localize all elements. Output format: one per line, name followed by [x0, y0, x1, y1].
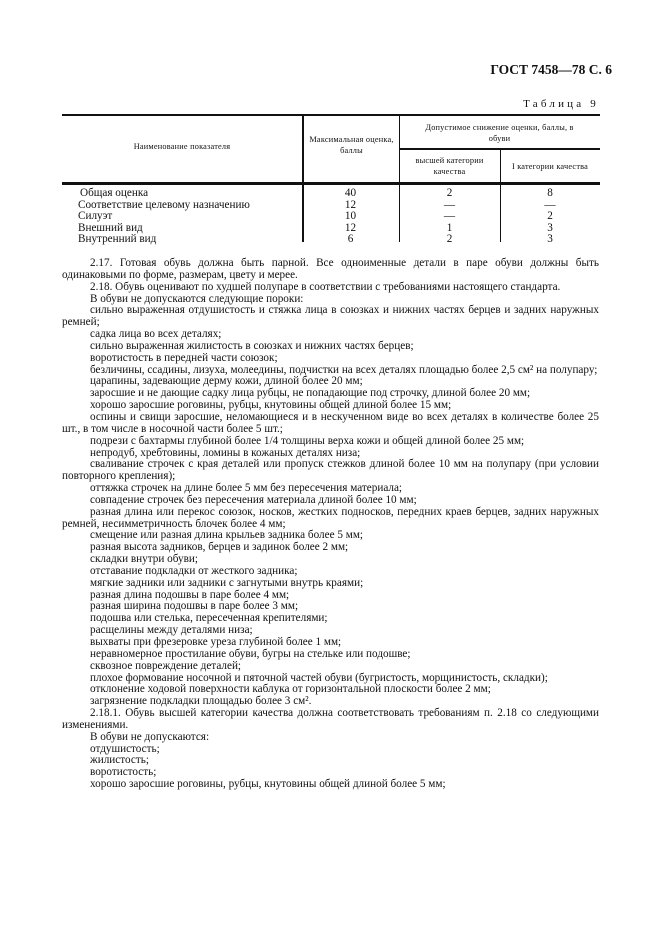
row-max: 40	[344, 187, 357, 199]
row-highest: 2	[446, 187, 453, 199]
table-row	[62, 188, 600, 200]
paragraph: В обуви не допускаются:	[90, 730, 210, 743]
row-max: 10	[344, 210, 357, 222]
table-row	[62, 200, 600, 212]
defect-item: разная ширина подошвы в паре более 3 мм;	[90, 600, 299, 613]
defect-item: сильно выраженная отдушистость и стяжка лица в союзках и нижних частях берцев и задних наружных ремней;	[62, 304, 599, 329]
row-max: 12	[344, 221, 357, 234]
header-first-category: I категории качества	[511, 162, 589, 171]
defect-item: подрези с бахтармы глубиной более 1/4 толщины верха кожи и общей длиной более 25 мм;	[90, 434, 525, 447]
defect-item: разная высота задников, берцев и задинок более 2 мм;	[90, 541, 349, 554]
document-body	[62, 258, 599, 791]
defect-item: неравномерное простилание обуви, бугры на стельке или подошве;	[90, 647, 411, 660]
row-first: 3	[547, 221, 553, 234]
defect-item: плохое формование носочной и пяточной частей обуви (бугристость, морщинистость, складки);	[90, 671, 548, 684]
table-top-border	[62, 114, 600, 116]
row-name: Силуэт	[78, 210, 113, 222]
defect-item: заросшие и не дающие садку лица рубцы, не попадающие под строчку, длиной более 20 мм;	[90, 387, 531, 400]
defect-item: расщелины между деталями низа;	[90, 624, 253, 637]
defect-item: хорошо заросшие роговины, рубцы, кнутовины общей длиной более 5 мм;	[90, 778, 446, 791]
header-max-score: Максимальная оценка, баллы	[309, 135, 394, 155]
defect-item: хорошо заросшие роговины, рубцы, кнутовины общей длиной более 15 мм;	[90, 399, 452, 412]
row-highest: 2	[446, 233, 453, 245]
defect-item: оттяжка строчек на длине более 5 мм без пересечения материала;	[90, 482, 403, 495]
defect-item: непродуб, хребтовины, ломины в кожаных деталях низа;	[90, 446, 361, 459]
defect-item: отдушистость;	[90, 742, 160, 755]
row-first: 2	[547, 210, 553, 222]
row-first: 8	[547, 187, 553, 199]
defect-item: сваливание строчек с края деталей или пропуск стежков длиной более 10 мм на полупару (при условии повторного крепления);	[62, 458, 599, 483]
defect-item: смещение или разная длина крыльев задника более 5 мм;	[90, 529, 364, 542]
defect-item: царапины, задевающие дерму кожи, длиной более 20 мм;	[90, 375, 363, 388]
defect-item: отставание подкладки от жесткого задника;	[90, 564, 298, 577]
table-caption: Таблица 9	[523, 98, 599, 110]
table-header-border	[62, 182, 600, 185]
row-max: 12	[344, 198, 357, 211]
defect-item: совпадение строчек без пересечения материала длиной более 10 мм;	[90, 493, 417, 506]
defect-item: разная длина или перекос союзок, носков, жестких подносков, передних краев берцев, задних наружных ремней, несимметричность блочек более 4 мм;	[62, 505, 599, 530]
defect-item: сквозное повреждение деталей;	[90, 659, 242, 672]
defect-item: сильно выраженная жилистость в союзках и нижних частях берцев;	[90, 339, 414, 352]
row-max: 6	[347, 233, 354, 245]
document-reference: ГОСТ 7458—78 С. 6	[490, 62, 612, 77]
header-indicator-name: Наименование показателя	[133, 142, 231, 151]
defect-item: складки внутри обуви;	[90, 553, 198, 566]
row-name: Внутренний вид	[78, 233, 157, 245]
paragraph: В обуви не допускаются следующие пороки:	[90, 292, 304, 305]
paragraph-2-18-1: 2.18.1. Обувь высшей категории качества должна соответствовать требованиям п. 2.18 со следующими изменениями.	[62, 707, 599, 731]
defect-item: оспины и свищи заросшие, неломающиеся и в нескученном виде во всех деталях в количестве более 25 шт., в том числе в носочной части более 5 шт.;	[62, 410, 599, 435]
header-highest-category: высшей категории качества	[415, 156, 484, 176]
table-row	[62, 211, 600, 223]
defect-item: мягкие задники или задники с загнутыми внутрь краями;	[90, 576, 364, 589]
paragraph-2-17: 2.17. Готовая обувь должна быть парной. Все одноименные детали в паре обуви должны быть одинаковыми по форме, размерам, цвету и мерее.	[62, 257, 599, 281]
defect-item: жилистость;	[90, 754, 149, 767]
table-row	[62, 234, 600, 246]
row-highest: —	[443, 198, 456, 211]
defect-item: выхваты при фрезеровке уреза глубиной более 1 мм;	[90, 636, 342, 648]
row-first: 3	[547, 233, 553, 245]
defect-item: отклонение ходовой поверхности каблука от горизонтальной плоскости более 2 мм;	[90, 683, 491, 696]
defect-item: воротистость;	[90, 766, 157, 779]
header-allowed-reduction: Допустимое снижение оценки, баллы, в обуви	[425, 123, 574, 143]
defect-item: безличины, ссадины, лизуха, молеедины, подчистки на всех деталях площадью более 2,5 см² на полупару;	[90, 363, 598, 376]
defect-item: садка лица во всех деталях;	[90, 328, 222, 341]
defect-item: подошва или стелька, пересеченная крепителями;	[90, 612, 328, 625]
row-name: Соответствие целевому назначению	[78, 198, 250, 211]
defect-item: загрязнение подкладки площадью более 3 см².	[90, 695, 312, 708]
paragraph-2-18: 2.18. Обувь оценивают по худшей полупаре в соответствии с требованиями настоящего стандарта.	[90, 280, 561, 293]
row-highest: —	[443, 210, 456, 222]
row-name: Внешний вид	[78, 221, 143, 234]
row-highest: 1	[446, 221, 453, 234]
defect-item: разная длина подошвы в паре более 4 мм;	[90, 588, 290, 601]
row-first: —	[544, 198, 556, 211]
defect-item: воротистость в передней части союзок;	[90, 351, 278, 364]
row-name: Общая оценка	[80, 187, 149, 199]
